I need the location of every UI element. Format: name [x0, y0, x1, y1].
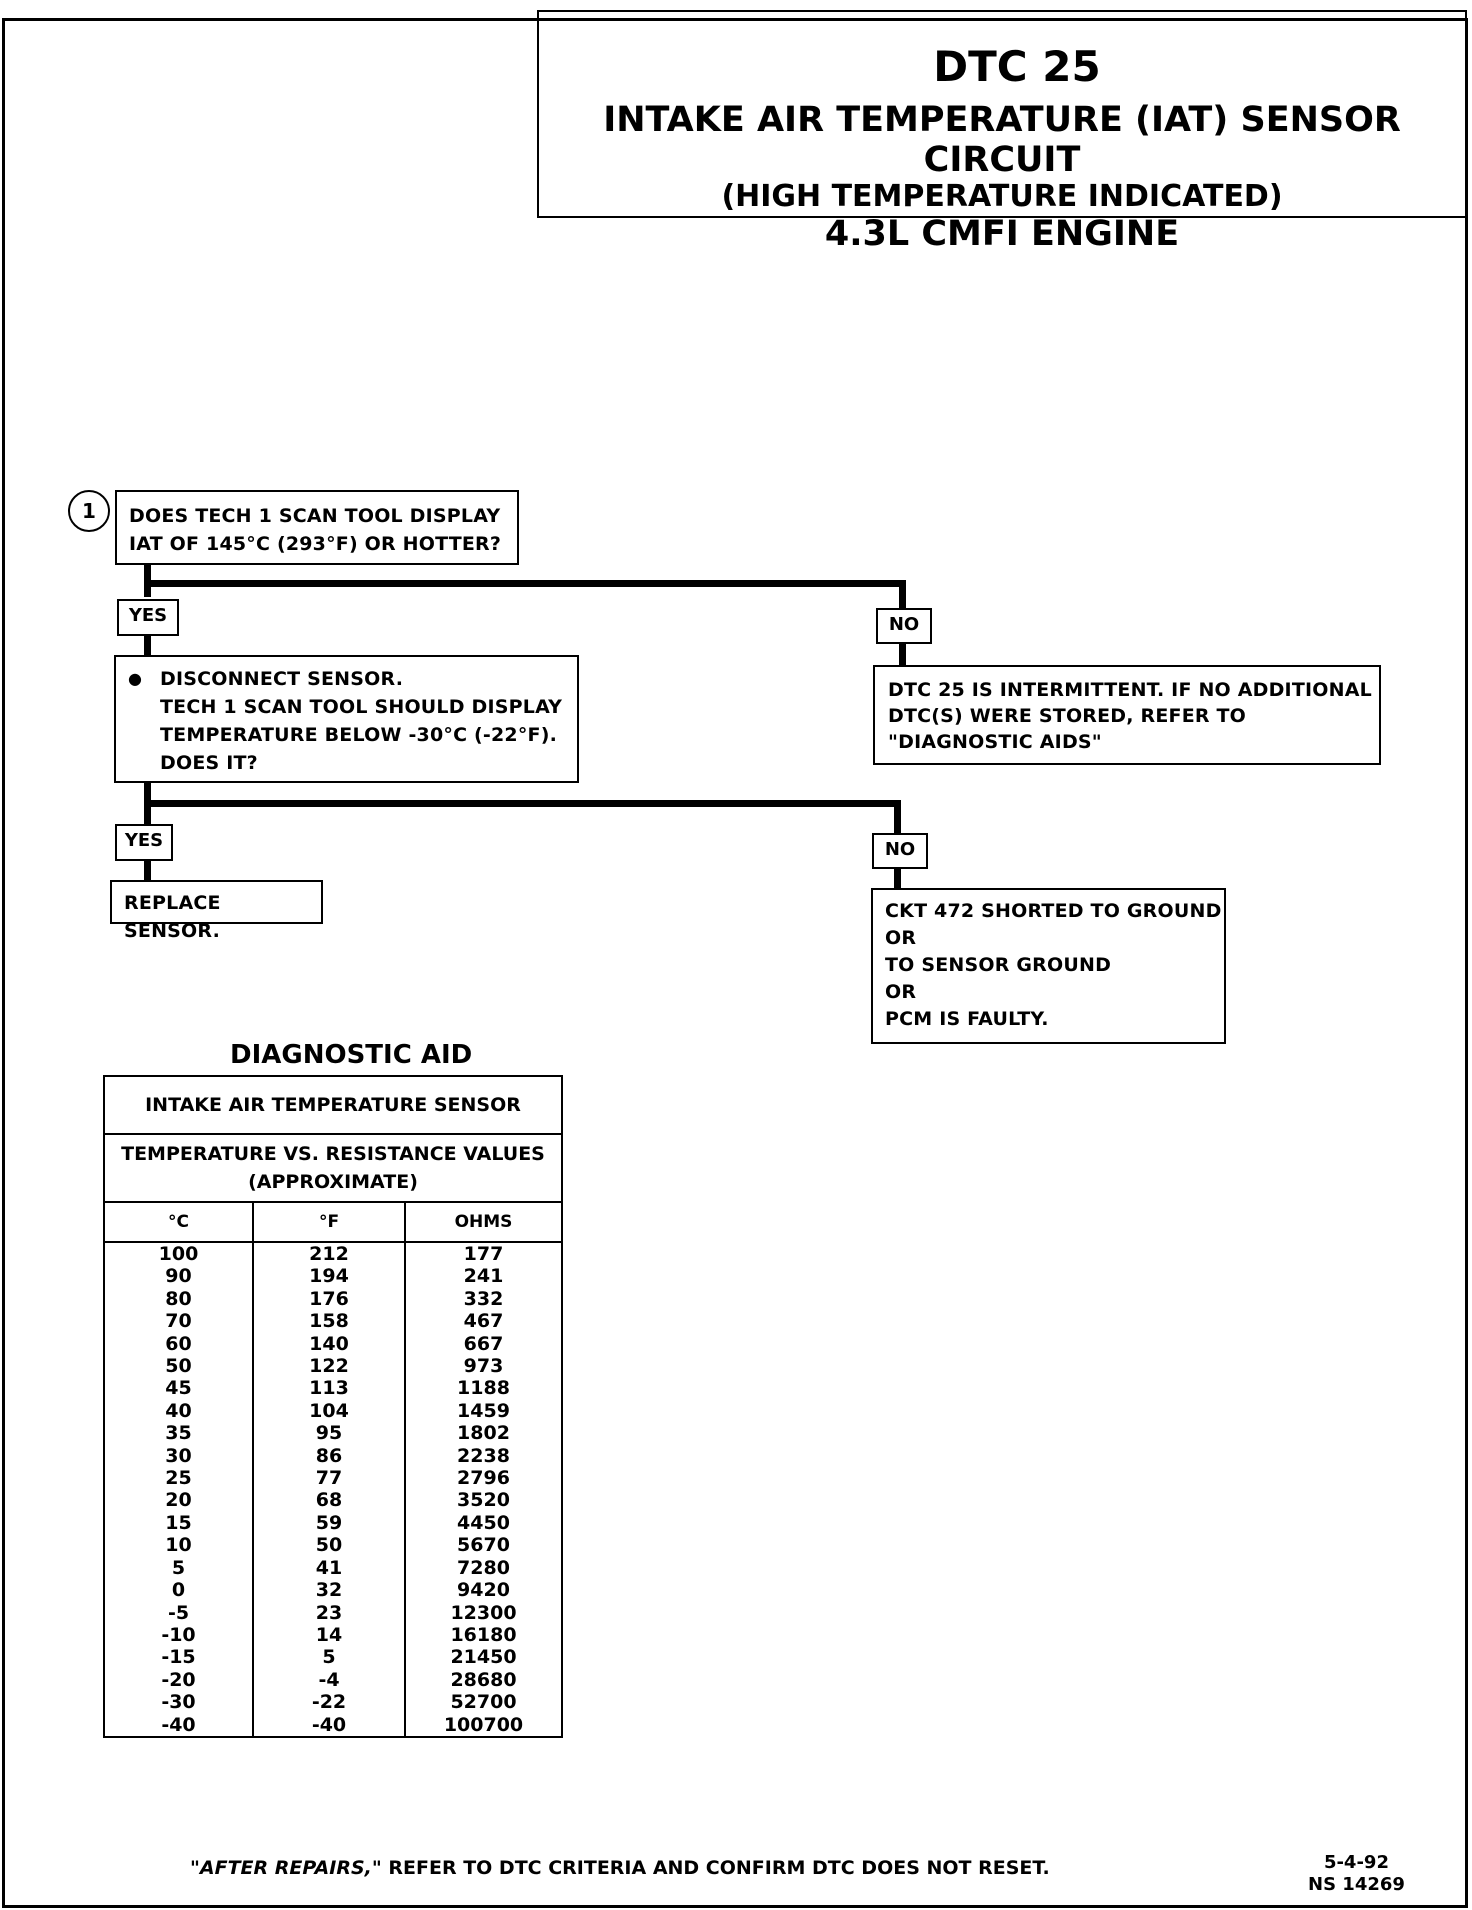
ohms-value: 100700	[443, 1713, 524, 1736]
celsius-value: 40	[165, 1399, 192, 1422]
step-number: 1	[68, 490, 110, 532]
result-line: REPLACE SENSOR.	[124, 892, 221, 942]
table-subtitle	[104, 1134, 562, 1202]
celsius-value: 25	[165, 1467, 192, 1490]
intermittent-box	[873, 665, 1381, 765]
celsius-value: 10	[165, 1534, 192, 1557]
result-line: CKT 472 SHORTED TO GROUND	[885, 900, 1222, 922]
ohms-value: 16180	[450, 1623, 517, 1646]
fahrenheit-value: 50	[315, 1534, 343, 1557]
celsius-value: -30	[161, 1691, 196, 1714]
celsius-value: -10	[161, 1623, 196, 1646]
celsius-value: 20	[165, 1489, 192, 1512]
footer-note	[190, 1857, 1050, 1879]
ohms-value: 332	[463, 1287, 504, 1310]
ohms-value: 12300	[450, 1601, 517, 1624]
celsius-value: -5	[167, 1601, 190, 1624]
ohms-value: 2238	[457, 1444, 510, 1467]
question-1-box	[115, 490, 519, 565]
connector	[899, 641, 906, 666]
fahrenheit-value: 14	[315, 1623, 343, 1646]
ckt-shorted-box	[871, 888, 1226, 1044]
resistance-table	[103, 1075, 563, 1738]
fahrenheit-value: 86	[315, 1444, 343, 1467]
fahrenheit-value: 140	[309, 1332, 349, 1355]
result-line: PCM IS FAULTY.	[885, 1008, 1049, 1030]
fahrenheit-value: 194	[309, 1265, 349, 1288]
ohms-value: 667	[463, 1332, 504, 1355]
ohms-value: 5670	[457, 1534, 510, 1557]
ohms-value: 3520	[457, 1489, 510, 1512]
fahrenheit-value: 212	[309, 1243, 349, 1265]
column-header-fahrenheit: °F	[253, 1202, 405, 1242]
fahrenheit-value: 158	[309, 1310, 349, 1333]
ohms-value: 7280	[457, 1556, 510, 1579]
question-1-line: IAT OF 145°C (293°F) OR HOTTER?	[129, 533, 502, 555]
fahrenheit-value: 59	[315, 1511, 343, 1534]
connector	[899, 580, 906, 610]
fahrenheit-value: -4	[318, 1668, 340, 1691]
no-label-2: NO	[872, 833, 928, 869]
celsius-value: 80	[165, 1287, 192, 1310]
ohms-value: 177	[463, 1243, 504, 1265]
dtc-code: DTC 25	[933, 42, 1101, 91]
ohms-value: 973	[463, 1355, 504, 1378]
replace-sensor-box	[110, 880, 323, 942]
celsius-value: 50	[165, 1355, 192, 1378]
celsius-value: 100	[158, 1243, 199, 1265]
document-date: 5-4-92	[1323, 1852, 1389, 1873]
ohms-value: 467	[463, 1310, 504, 1333]
bullet-icon: ●	[128, 669, 143, 688]
ohms-value: 4450	[457, 1511, 510, 1534]
fahrenheit-value: 23	[315, 1601, 343, 1624]
fahrenheit-value: 104	[309, 1399, 349, 1422]
instruction-line: TEMPERATURE BELOW -30°C (-22°F).	[160, 724, 558, 746]
page-subtitle: (HIGH TEMPERATURE INDICATED)	[721, 179, 1283, 214]
celsius-value: 90	[165, 1265, 192, 1288]
table-subtitle-line: TEMPERATURE VS. RESISTANCE VALUES	[121, 1143, 545, 1165]
connector	[894, 800, 901, 836]
table-subtitle-line: (APPROXIMATE)	[248, 1171, 418, 1193]
fahrenheit-value: 41	[315, 1556, 343, 1579]
celsius-value: -40	[161, 1713, 196, 1736]
fahrenheit-value: 77	[315, 1467, 343, 1490]
no-label-1: NO	[876, 608, 932, 644]
fahrenheit-value: 32	[315, 1579, 343, 1602]
celsius-value: 15	[165, 1511, 192, 1534]
celsius-value: 45	[165, 1377, 192, 1400]
document-number: NS 14269	[1308, 1874, 1405, 1895]
celsius-value: 5	[171, 1556, 186, 1579]
instruction-line: DISCONNECT SENSOR.	[160, 668, 404, 690]
ohms-value: 21450	[450, 1646, 517, 1669]
page-title: INTAKE AIR TEMPERATURE (IAT) SENSOR CIRCUIT	[603, 100, 1401, 180]
title-block	[537, 10, 1467, 254]
result-line: "DIAGNOSTIC AIDS"	[888, 731, 1102, 753]
column-header-ohms: OHMS	[405, 1202, 562, 1242]
result-line: OR	[885, 981, 917, 1003]
celsius-value: 30	[165, 1444, 192, 1467]
fahrenheit-value: 176	[309, 1287, 349, 1310]
ohms-value: 1188	[457, 1377, 510, 1400]
question-1-line: DOES TECH 1 SCAN TOOL DISPLAY	[129, 505, 501, 527]
celsius-value: -20	[161, 1668, 196, 1691]
disconnect-sensor-box	[114, 655, 579, 783]
footer-text: REFER TO DTC CRITERIA AND CONFIRM DTC DOES NOT RESET.	[381, 1857, 1050, 1879]
connector	[144, 580, 906, 587]
fahrenheit-column	[253, 1242, 405, 1737]
celsius-value: 35	[165, 1422, 192, 1445]
connector	[894, 866, 901, 890]
fahrenheit-value: -40	[311, 1713, 347, 1736]
ohms-value: 28680	[450, 1668, 517, 1691]
ohms-value: 1802	[457, 1422, 510, 1445]
connector	[144, 858, 151, 882]
column-header-celsius: °C	[104, 1202, 253, 1242]
connector	[144, 634, 151, 656]
fahrenheit-value: -22	[311, 1691, 347, 1714]
result-line: DTC 25 IS INTERMITTENT. IF NO ADDITIONAL	[888, 679, 1372, 701]
table-title: INTAKE AIR TEMPERATURE SENSOR	[104, 1076, 562, 1134]
fahrenheit-value: 95	[315, 1422, 343, 1445]
celsius-value: 70	[165, 1310, 192, 1333]
after-repairs-text: "AFTER REPAIRS,"	[190, 1857, 382, 1879]
ohms-value: 241	[463, 1265, 504, 1288]
result-line: TO SENSOR GROUND	[885, 954, 1112, 976]
diagnostic-aid-title: DIAGNOSTIC AID	[230, 1040, 473, 1070]
fahrenheit-value: 68	[315, 1489, 343, 1512]
ohms-value: 2796	[457, 1467, 510, 1490]
document-reference	[1308, 1852, 1405, 1896]
ohms-value: 9420	[457, 1579, 510, 1602]
celsius-value: -15	[161, 1646, 196, 1669]
fahrenheit-value: 5	[322, 1646, 336, 1669]
celsius-value: 60	[165, 1332, 192, 1355]
yes-label-2: YES	[115, 824, 173, 861]
instruction-line: TECH 1 SCAN TOOL SHOULD DISPLAY	[160, 696, 563, 718]
ohms-value: 1459	[457, 1399, 510, 1422]
fahrenheit-value: 113	[309, 1377, 349, 1400]
ohms-column	[405, 1242, 562, 1737]
fahrenheit-value: 122	[309, 1355, 349, 1378]
engine-label: 4.3L CMFI ENGINE	[824, 214, 1180, 254]
celsius-value: 0	[171, 1579, 186, 1602]
ohms-value: 52700	[450, 1691, 517, 1714]
result-line: DTC(S) WERE STORED, REFER TO	[888, 705, 1247, 727]
yes-label-1: YES	[117, 599, 179, 636]
connector	[144, 800, 901, 807]
celsius-column	[104, 1242, 253, 1737]
result-line: OR	[885, 927, 917, 949]
instruction-line: DOES IT?	[160, 752, 258, 774]
